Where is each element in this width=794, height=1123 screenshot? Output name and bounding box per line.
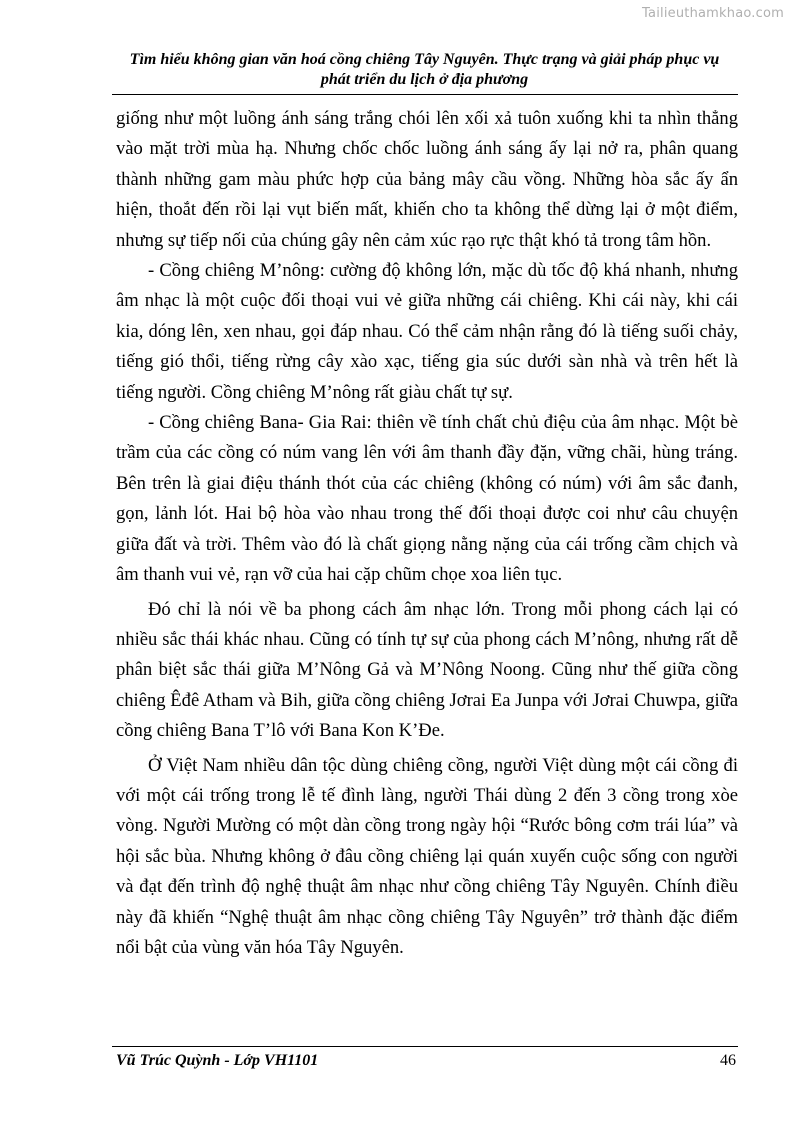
watermark-text: Tailieuthamkhao.com — [642, 6, 784, 21]
footer-author: Vũ Trúc Quỳnh - Lớp VH1101 — [116, 1052, 319, 1069]
header-divider — [112, 94, 738, 95]
footer-divider — [112, 1046, 738, 1047]
paragraph-continued: giống như một luồng ánh sáng trắng chói lên xối xả tuôn xuống khi ta nhìn thẳng vào mặt trời mùa hạ. Nhưng chốc chốc luồng ánh sáng ấy lại nở ra, phân quang thành những gam màu phức hợp của bảng mây cầu vồng. Những hòa sắc ấy ẩn hiện, thoắt đến rồi lại vụt biến mất, khiến cho ta không thể dừng lại ở một điểm, nhưng sự tiếp nối của chúng gây nên cảm xúc rạo rực thật khó tả trong tâm hồn. — [116, 108, 738, 251]
paragraph-bana-giarai-gongs: - Cồng chiêng Bana- Gia Rai: thiên về tính chất chủ điệu của âm nhạc. Một bè trầm của các cồng có núm vang lên với âm thanh đầy đặn, vững chãi, hùng tráng. Bên trên là giai điệu thánh thót của các chiêng (không có núm) với âm sắc đanh, gọn, lảnh lót. Hai bộ hòa vào nhau trong thế đối thoại được coi như câu chuyện giữa đất và trời. Thêm vào đó là chất giọng nằng nặng của cái trống cầm chịch và âm thanh vui vẻ, rạn vỡ của hai cặp chũm chọe xoa liên tục. — [116, 412, 738, 586]
page-number: 46 — [720, 1052, 736, 1069]
running-header — [112, 50, 737, 90]
header-line-1: Tìm hiểu không gian văn hoá cồng chiêng Tây Nguyên. Thực trạng và giải pháp phục vụ — [129, 51, 720, 68]
paragraph-mnong-gongs: - Cồng chiêng M’nông: cường độ không lớn, mặc dù tốc độ khá nhanh, nhưng âm nhạc là một cuộc đối thoại vui vẻ giữa những cái chiêng. Khi cái này, khi cái kia, dóng lên, xen nhau, gọi đáp nhau. Có thể cảm nhận rằng đó là tiếng suối chảy, tiếng gió thổi, tiếng rừng cây xào xạc, tiếng gia súc dưới sàn nhà và trên hết là tiếng người. Cồng chiêng M’nông rất giàu chất tự sự. — [116, 260, 738, 403]
paragraph-vietnam-gongs: Ở Việt Nam nhiều dân tộc dùng chiêng cồng, người Việt dùng một cái cồng đi với một cái trống trong lễ tế đình làng, người Thái dùng 2 đến 3 cồng trong xòe vòng. Người Mường có một dàn cồng trong ngày hội “Rước bông cơm trái lúa” và hội sắc bùa. Nhưng không ở đâu cồng chiêng lại quán xuyến cuộc sống con người và đạt đến trình độ nghệ thuật âm nhạc như cồng chiêng Tây Nguyên. Chính điều này đã khiến “Nghệ thuật âm nhạc cồng chiêng Tây Nguyên” trở thành đặc điểm nổi bật của vùng văn hóa Tây Nguyên. — [116, 754, 738, 958]
document-body — [116, 104, 738, 963]
paragraph-music-styles: Đó chỉ là nói về ba phong cách âm nhạc lớn. Trong mỗi phong cách lại có nhiều sắc thái khác nhau. Cũng có tính tự sự của phong cách M’nông, nhưng rất dễ phân biệt sắc thái giữa M’Nông Gả và M’Nông Noong. Cũng như thế giữa cồng chiêng Êđê Atham và Bih, giữa cồng chiêng Jơrai Ea Junpa với Jơrai Chuwpa, giữa cồng chiêng Bana T’lô với Bana Kon K’Đe. — [116, 598, 738, 742]
header-line-2: phát triển du lịch ở địa phương — [320, 71, 529, 88]
